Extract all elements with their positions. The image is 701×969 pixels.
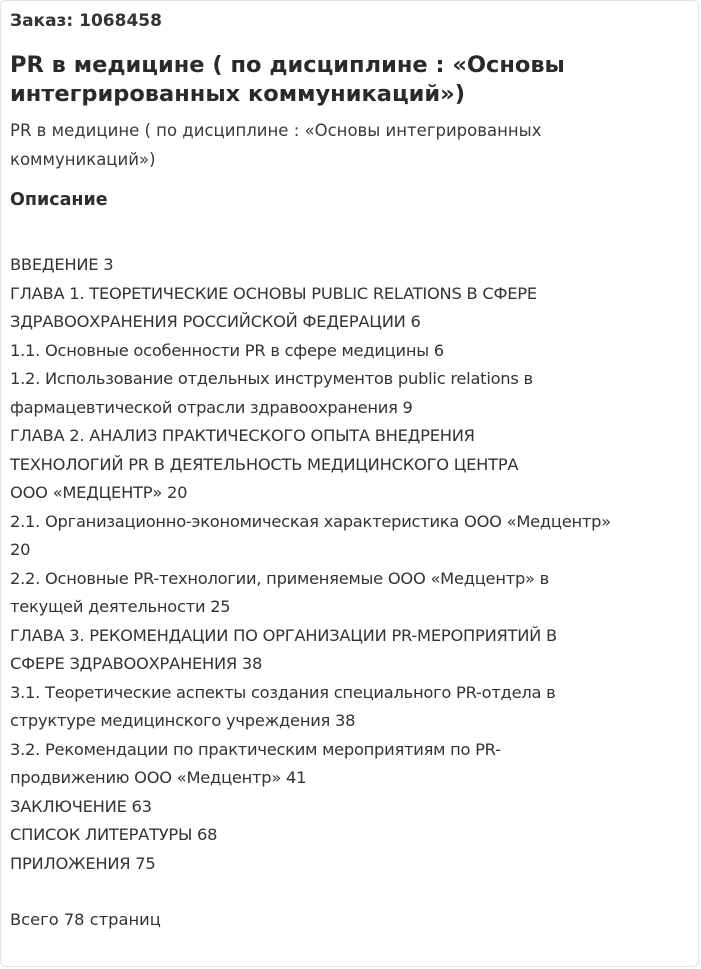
toc-line: 1.1. Основные особенности PR в сфере медицины 6 — [10, 340, 444, 360]
table-of-contents — [10, 251, 699, 878]
toc-line: 20 — [10, 540, 31, 559]
toc-line: 3.1. Теоретические аспекты создания специального PR-отдела в — [10, 682, 556, 702]
toc-line: ПРИЛОЖЕНИЯ 75 — [10, 853, 156, 873]
toc-line: СФЕРЕ ЗДРАВООХРАНЕНИЯ 38 — [10, 654, 263, 673]
work-title: PR в медицине ( по дисциплине : «Основы интегрированных коммуникаций») — [10, 52, 565, 107]
toc-line: 2.1. Организационно-экономическая характеристика ООО «Медцентр» — [10, 511, 611, 531]
order-number: Заказ: 1068458 — [10, 11, 162, 31]
total-pages: Всего 78 страниц — [10, 910, 161, 929]
toc-line: ГЛАВА 3. РЕКОМЕНДАЦИИ ПО ОРГАНИЗАЦИИ PR-МЕРОПРИЯТИЙ В — [10, 625, 557, 645]
toc-line: ВВЕДЕНИЕ 3 — [10, 255, 114, 274]
toc-line: 3.2. Рекомендации по практическим мероприятиям по PR- — [10, 739, 501, 759]
toc-line: продвижению ООО «Медцентр» 41 — [10, 768, 307, 787]
toc-line: фармацевтической отрасли здравоохранения 9 — [10, 397, 413, 417]
toc-line: ЗАКЛЮЧЕНИЕ 63 — [10, 796, 152, 816]
description-heading: Описание — [10, 190, 108, 210]
toc-line: ГЛАВА 2. АНАЛИЗ ПРАКТИЧЕСКОГО ОПЫТА ВНЕДРЕНИЯ — [10, 426, 475, 445]
toc-line: 1.2. Использование отдельных инструментов public relations в — [10, 369, 533, 388]
toc-line: структуре медицинского учреждения 38 — [10, 711, 356, 730]
toc-line: ГЛАВА 1. ТЕОРЕТИЧЕСКИЕ ОСНОВЫ PUBLIC RELATIONS В СФЕРЕ — [10, 283, 537, 303]
toc-line: ТЕХНОЛОГИЙ PR В ДЕЯТЕЛЬНОСТЬ МЕДИЦИНСКОГО ЦЕНТРА — [10, 454, 519, 474]
work-subtitle: PR в медицине ( по дисциплине : «Основы интегрированных коммуникаций») — [10, 121, 542, 169]
toc-line: СПИСОК ЛИТЕРАТУРЫ 68 — [10, 825, 218, 844]
toc-line: текущей деятельности 25 — [10, 597, 231, 616]
toc-line: 2.2. Основные PR-технологии, применяемые ООО «Медцентр» в — [10, 568, 550, 588]
toc-line: ООО «МЕДЦЕНТР» 20 — [10, 483, 188, 502]
toc-line: ЗДРАВООХРАНЕНИЯ РОССИЙСКОЙ ФЕДЕРАЦИИ 6 — [10, 312, 421, 331]
